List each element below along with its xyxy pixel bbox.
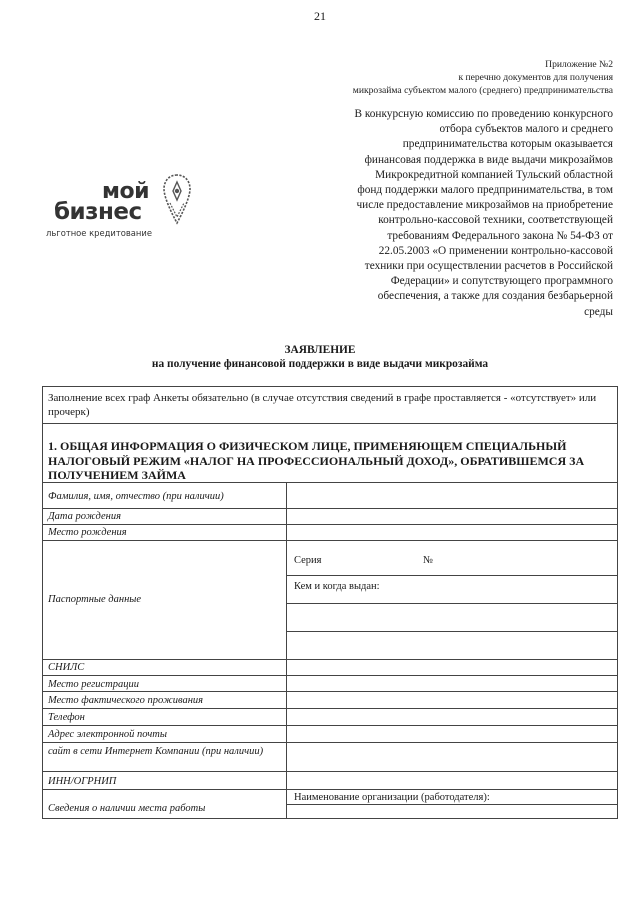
addressee-line: требованиям Федерального закона № 54-ФЗ от	[387, 229, 613, 242]
passport-issued-line[interactable]	[286, 603, 617, 631]
appendix-line: микрозайма субъектом малого (среднего) предпринимательства	[352, 85, 613, 96]
location-pin-icon	[162, 173, 192, 237]
field-label: ИНН/ОГРНИП	[48, 776, 117, 787]
field-label: Место фактического проживания	[48, 695, 204, 706]
addressee-line: предпринимательства которым оказывается	[402, 138, 613, 151]
addressee-line: В конкурсную комиссию по проведению конкурсного	[354, 108, 613, 120]
phone-input[interactable]	[286, 708, 617, 725]
field-label: Дата рождения	[48, 511, 121, 522]
passport-number-label: №	[423, 555, 434, 566]
passport-issued-label: Кем и когда выдан:	[294, 581, 380, 592]
addressee-line: отбора субъектов малого и среднего	[439, 123, 613, 136]
logo-tagline: льготное кредитование	[46, 228, 153, 238]
page-number: 21	[314, 9, 326, 23]
field-label: Фамилия, имя, отчество (при наличии)	[48, 491, 224, 502]
field-label: сайт в сети Интернет Компании (при наличии)	[48, 746, 264, 757]
divider	[43, 423, 617, 424]
addressee-line: финансовая поддержка в виде выдачи микрозаймов	[364, 153, 613, 166]
addressee-line: Федерации» и сопутствующего программного	[390, 275, 613, 288]
birth-place-input[interactable]	[286, 524, 617, 540]
document-title	[0, 343, 640, 371]
addressee-line: 22.05.2003 «О применении контрольно-кассовой	[378, 244, 613, 257]
application-form	[42, 386, 618, 819]
passport-issued-line[interactable]	[286, 631, 617, 659]
addressee-line: среды	[584, 305, 613, 318]
title-subheading: на получение финансовой поддержки в виде выдачи микрозайма	[151, 358, 489, 370]
addressee-block	[313, 107, 613, 320]
title-heading: ЗАЯВЛЕНИЕ	[284, 344, 356, 356]
passport-issued-input[interactable]	[286, 575, 617, 603]
appendix-note	[353, 58, 613, 97]
passport-series-input[interactable]	[286, 540, 617, 575]
full-name-input[interactable]	[286, 482, 617, 508]
registration-input[interactable]	[286, 675, 617, 691]
field-label: СНИЛС	[48, 662, 85, 673]
addressee-line: контрольно-кассовой техники, соответствующей	[378, 214, 613, 227]
website-input[interactable]	[286, 742, 617, 771]
inn-input[interactable]	[286, 771, 617, 789]
addressee-line: обеспечения, а также для создания безбарьерной	[377, 290, 613, 303]
birth-date-input[interactable]	[286, 508, 617, 524]
field-label: Паспортные данные	[48, 594, 142, 605]
snils-input[interactable]	[286, 659, 617, 675]
moy-biznes-logo	[46, 181, 206, 241]
field-label: Место регистрации	[48, 679, 139, 690]
residence-input[interactable]	[286, 691, 617, 708]
logo-word: мой	[102, 179, 150, 204]
form-notice: Заполнение всех граф Анкеты обязательно (в случае отсутствия сведений в графе проставляется - «отсутствует» или прочерк)	[48, 392, 597, 418]
addressee-line: фонд поддержки малого предпринимательства, в том	[357, 184, 613, 197]
employer-input[interactable]	[286, 789, 617, 804]
addressee-line: Микрокредитной компанией Тульский областной	[375, 168, 613, 181]
appendix-line: Приложение №2	[545, 59, 613, 70]
addressee-line: техники при осуществлении расчетов в Российской	[364, 260, 613, 273]
employer-line[interactable]	[286, 804, 617, 818]
field-label: Сведения о наличии места работы	[48, 803, 206, 814]
passport-series-label: Серия	[294, 555, 322, 566]
field-label: Телефон	[48, 712, 85, 723]
appendix-line: к перечню документов для получения	[458, 72, 613, 83]
section-title: 1. ОБЩАЯ ИНФОРМАЦИЯ О ФИЗИЧЕСКОМ ЛИЦЕ, ПРИМЕНЯЮЩЕМ СПЕЦИАЛЬНЫЙ НАЛОГОВЫЙ РЕЖИМ «НАЛОГ НА ПРОФЕССИОНАЛЬНЫЙ ДОХОД», ОБРАТИВШЕМСЯ ЗА ПОЛУЧЕНИЕМ ЗАЙМА	[48, 439, 585, 482]
addressee-line: числе предоставление микрозаймов на приобретение	[356, 199, 613, 212]
field-label: Место рождения	[48, 527, 127, 538]
email-input[interactable]	[286, 725, 617, 742]
employer-label: Наименование организации (работодателя):	[294, 792, 490, 803]
field-label: Адрес электронной почты	[48, 729, 167, 740]
logo-word: бизнес	[54, 199, 142, 225]
